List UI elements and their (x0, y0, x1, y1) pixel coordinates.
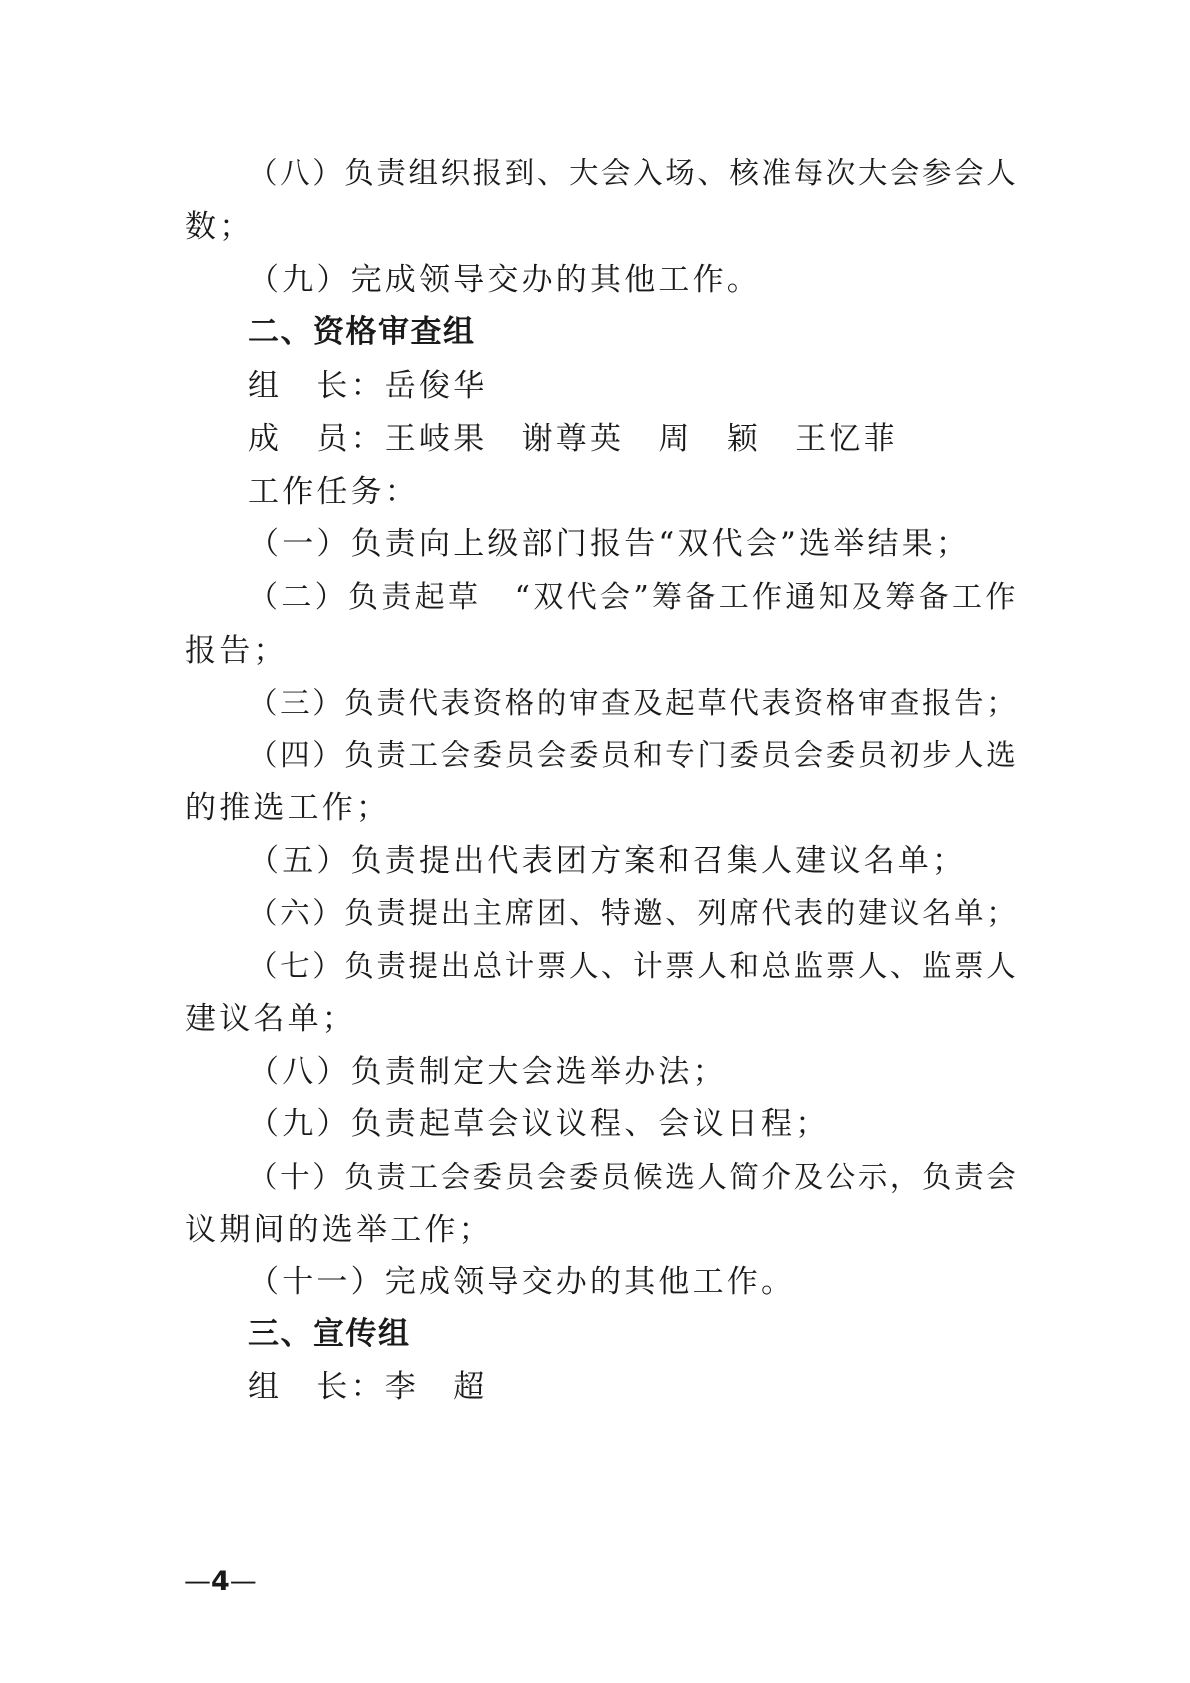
paragraph-line: （九）负责起草会议议程、会议日程； (248, 1106, 830, 1142)
paragraph-line: （六）负责提出主席团、特邀、列席代表的建议名单； (248, 896, 1018, 930)
paragraph-line: 数； (185, 209, 254, 245)
paragraph-line: （十）负责工会委员会委员候选人简介及公示，负责会 (248, 1160, 1018, 1194)
paragraph-line: 的推选工作； (185, 790, 391, 826)
paragraph-line: （八）负责组织报到、大会入场、核准每次大会参会人 (248, 156, 1018, 190)
work-tasks-label: 工作任务： (248, 474, 419, 510)
group-leader-line: 组 长：李 超 (248, 1369, 488, 1405)
paragraph-line: （九）完成领导交办的其他工作。 (248, 262, 761, 298)
section-heading: 三、宣传组 (248, 1316, 411, 1352)
paragraph-line: 议期间的选举工作； (185, 1212, 493, 1248)
page-number-dash-right: — (229, 1566, 257, 1597)
page-number (184, 1565, 257, 1599)
paragraph-line: 报告； (185, 633, 288, 669)
paragraph-line: （四）负责工会委员会委员和专门委员会委员初步人选 (248, 738, 1018, 772)
paragraph-line: （一）负责向上级部门报告“双代会”选举结果； (248, 526, 971, 562)
paragraph-line: （五）负责提出代表团方案和召集人建议名单； (248, 843, 967, 879)
group-members-line: 成 员：王岐果 谢尊英 周 颖 王忆菲 (248, 421, 898, 457)
page-number-dash-left: — (184, 1566, 211, 1597)
paragraph-line: （七）负责提出总计票人、计票人和总监票人、监票人 (248, 949, 1018, 983)
page-number-value: 4 (211, 1566, 230, 1597)
paragraph-line: （二）负责起草 “双代会”筹备工作通知及筹备工作 (248, 580, 1018, 615)
paragraph-line: （八）负责制定大会选举办法； (248, 1054, 727, 1090)
paragraph-line: （十一）完成领导交办的其他工作。 (248, 1264, 796, 1300)
section-heading: 二、资格审查组 (248, 314, 476, 350)
group-leader-line: 组 长：岳俊华 (248, 368, 488, 404)
paragraph-line: （三）负责代表资格的审查及起草代表资格审查报告； (248, 686, 1018, 720)
paragraph-line: 建议名单； (185, 1001, 356, 1037)
